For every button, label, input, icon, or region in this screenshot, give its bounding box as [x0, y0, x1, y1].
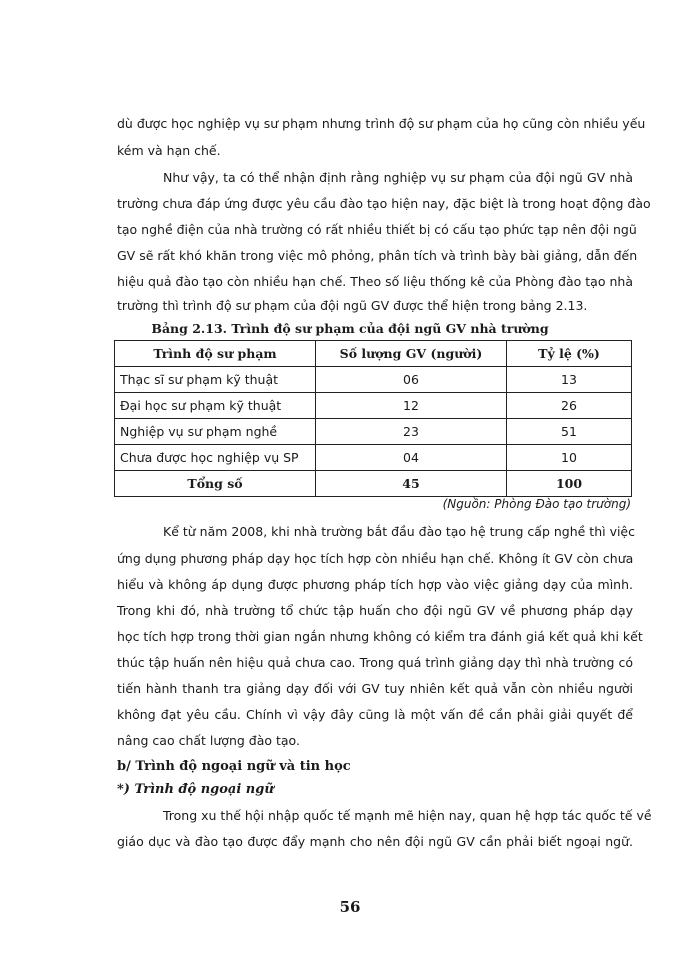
page-number: 56: [339, 898, 361, 916]
table-cell: 51: [507, 419, 632, 445]
text-line: không đạt yêu cầu. Chính vì vậy đây cũng là một vấn đề cần phải giải quyết để: [117, 707, 633, 722]
text-line: giáo dục và đào tạo được đẩy mạnh cho nên đội ngũ GV cần phải biết ngoại ngữ.: [117, 834, 633, 849]
text-line: học tích hợp trong thời gian ngắn nhưng không có kiểm tra đánh giá kết quả khi kết: [117, 629, 643, 644]
table-row: [115, 419, 632, 445]
text-line: tạo nghề điện của nhà trường có rất nhiều thiết bị có cấu tạo phức tạp nên đội ngũ: [117, 222, 637, 237]
table-row: [115, 445, 632, 471]
table-cell: 12: [316, 393, 507, 419]
table-cell: Thạc sĩ sư phạm kỹ thuật: [115, 367, 316, 393]
text-line: Trong khi đó, nhà trường tổ chức tập huấn cho đội ngũ GV về phương pháp dạy: [117, 603, 633, 618]
column-header: Tỷ lệ (%): [507, 341, 632, 367]
text-line: kém và hạn chế.: [117, 143, 221, 158]
table-cell: Chưa được học nghiệp vụ SP: [115, 445, 316, 471]
text-line: GV sẽ rất khó khăn trong việc mô phỏng, phân tích và trình bày bài giảng, dẫn đến: [117, 248, 638, 263]
table-cell: Nghiệp vụ sư phạm nghề: [115, 419, 316, 445]
table-cell: 100: [507, 471, 632, 497]
text-line: ứng dụng phương pháp dạy học tích hợp còn nhiều hạn chế. Không ít GV còn chưa: [117, 551, 634, 566]
text-line: nâng cao chất lượng đào tạo.: [117, 733, 300, 748]
data-table: [114, 340, 632, 497]
table-total-row: [115, 471, 632, 497]
text-line: hiệu quả đào tạo còn nhiều hạn chế. Theo số liệu thống kê của Phòng đào tạo nhà: [117, 274, 633, 289]
table-cell: 23: [316, 419, 507, 445]
text-line: thúc tập huấn nên hiệu quả chưa cao. Trong quá trình giảng dạy thì nhà trường có: [117, 655, 633, 670]
table-row: [115, 367, 632, 393]
table-cell: 45: [316, 471, 507, 497]
text-line: Kể từ năm 2008, khi nhà trường bắt đầu đào tạo hệ trung cấp nghề thì việc: [163, 524, 635, 539]
table-cell: Tổng số: [115, 471, 316, 497]
text-line: Trong xu thế hội nhập quốc tế mạnh mẽ hiện nay, quan hệ hợp tác quốc tế về: [163, 808, 652, 823]
table-header-row: [115, 341, 632, 367]
text-line: Như vậy, ta có thể nhận định rằng nghiệp vụ sư phạm của đội ngũ GV nhà: [163, 170, 633, 185]
text-line: dù được học nghiệp vụ sư phạm nhưng trình độ sư phạm của họ cũng còn nhiều yếu: [117, 116, 646, 131]
text-line: trường chưa đáp ứng được yêu cầu đào tạo hiện nay, đặc biệt là trong hoạt động đào: [117, 196, 651, 211]
table-cell: 13: [507, 367, 632, 393]
table-row: [115, 393, 632, 419]
section-heading: b/ Trình độ ngoại ngữ và tin học: [117, 759, 351, 774]
table-cell: 06: [316, 367, 507, 393]
table-cell: 04: [316, 445, 507, 471]
text-line: tiến hành thanh tra giảng dạy đối với GV tuy nhiên kết quả vẫn còn nhiều người: [117, 681, 633, 696]
subsection-heading: *) Trình độ ngoại ngữ: [117, 782, 274, 797]
table-cell: Đại học sư phạm kỹ thuật: [115, 393, 316, 419]
column-header: Số lượng GV (người): [316, 341, 507, 367]
table-caption: Bảng 2.13. Trình độ sư phạm của đội ngũ GV nhà trường: [151, 321, 549, 336]
text-line: hiểu và không áp dụng được phương pháp tích hợp vào việc giảng dạy của mình.: [117, 577, 633, 592]
table-cell: 10: [507, 445, 632, 471]
column-header: Trình độ sư phạm: [115, 341, 316, 367]
text-line: trường thì trình độ sư phạm của đội ngũ GV được thể hiện trong bảng 2.13.: [117, 298, 588, 313]
table-source: (Nguồn: Phòng Đào tạo trường): [442, 497, 631, 511]
table-cell: 26: [507, 393, 632, 419]
